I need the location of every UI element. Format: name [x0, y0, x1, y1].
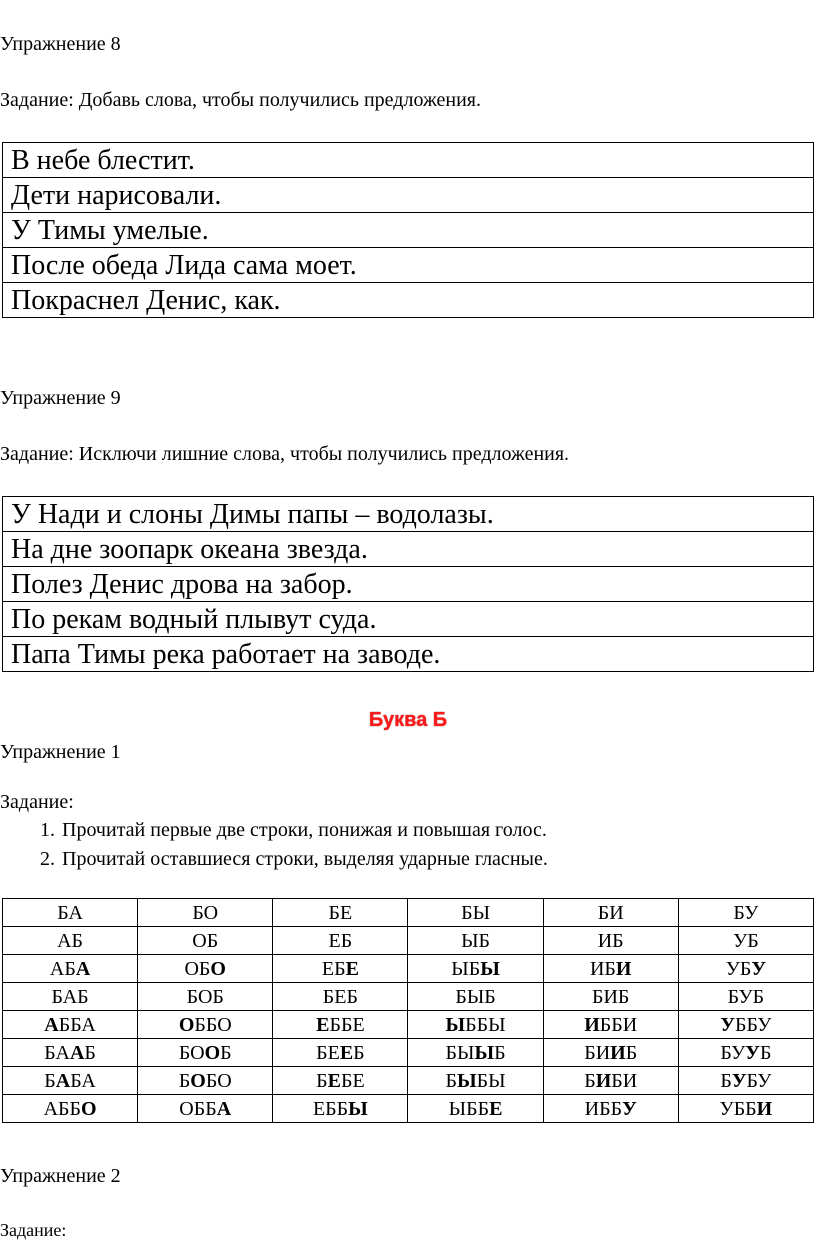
ex1-title: Упражнение 1 [0, 741, 121, 763]
sentence-cell: У Нади и слоны Димы папы – водолазы. [3, 497, 814, 532]
syllable-cell: УБУ [678, 955, 813, 983]
syllable-cell: ИББУ [543, 1095, 678, 1123]
stressed-vowel: И [595, 1069, 612, 1092]
stressed-vowel: Е [327, 1069, 341, 1092]
stressed-vowel: О [178, 1013, 195, 1036]
stressed-vowel: О [210, 957, 226, 980]
stressed-vowel: Е [316, 1013, 330, 1036]
table-row [3, 1039, 814, 1067]
syllable-cell: ЫББЫ [408, 1011, 543, 1039]
ex8-title: Упражнение 8 [0, 33, 121, 55]
syllable-cell: АББО [3, 1095, 138, 1123]
syllable-cell: ОББО [138, 1011, 273, 1039]
stressed-vowel: А [75, 957, 91, 980]
table-row [3, 497, 814, 532]
ex9-title: Упражнение 9 [0, 387, 121, 409]
ex1-steps [0, 816, 548, 874]
syllable-cell: БОБО [138, 1067, 273, 1095]
sentence-cell: По рекам водный плывут суда. [3, 602, 814, 637]
table-row [3, 955, 814, 983]
stressed-vowel: И [756, 1097, 773, 1120]
ex8-sentence-table [2, 142, 814, 318]
stressed-vowel: Ы [445, 1013, 466, 1036]
syllable-cell: АББА [3, 1011, 138, 1039]
syllable-cell: БА [3, 899, 138, 927]
syllable-cell: БАБ [3, 983, 138, 1011]
syllable-cell: ЫБЫ [408, 955, 543, 983]
syllable-cell: АБА [3, 955, 138, 983]
syllable-cell: БЫБЫ [408, 1067, 543, 1095]
table-row [3, 532, 814, 567]
table-row [3, 1067, 814, 1095]
syllable-cell: УБ [678, 927, 813, 955]
table-row [3, 927, 814, 955]
list-item: 1. Прочитай первые две строки, понижая и повышая голос. [60, 816, 548, 845]
stressed-vowel: О [204, 1041, 221, 1064]
syllable-cell: БИИБ [543, 1039, 678, 1067]
stressed-vowel: А [44, 1013, 59, 1036]
syllable-cell: БЕБЕ [273, 1067, 408, 1095]
syllable-cell: ЕБ [273, 927, 408, 955]
syllable-cell: ЫББЕ [408, 1095, 543, 1123]
table-row [3, 637, 814, 672]
stressed-vowel: Ы [480, 957, 500, 980]
sentence-cell: Покраснел Денис, как. [3, 283, 814, 318]
table-row [3, 1095, 814, 1123]
syllable-cell: БЫ [408, 899, 543, 927]
table-row [3, 899, 814, 927]
stressed-vowel: И [615, 957, 632, 980]
stressed-vowel: У [720, 1013, 736, 1036]
syllable-cell: БАБА [3, 1067, 138, 1095]
syllable-cell: БААБ [3, 1039, 138, 1067]
syllable-cell: БЫЫБ [408, 1039, 543, 1067]
stressed-vowel: И [584, 1013, 600, 1036]
syllable-cell: БИБИ [543, 1067, 678, 1095]
table-row [3, 983, 814, 1011]
stressed-vowel: А [55, 1069, 71, 1092]
stressed-vowel: У [622, 1097, 637, 1120]
stressed-vowel: Ы [348, 1097, 368, 1120]
syllable-cell: БЕ [273, 899, 408, 927]
syllable-cell: БИБ [543, 983, 678, 1011]
syllable-cell: ИБИ [543, 955, 678, 983]
syllable-cell: БИ [543, 899, 678, 927]
ex1-task: Задание: [0, 791, 74, 813]
syllable-cell: АБ [3, 927, 138, 955]
ex9-sentence-table [2, 496, 814, 672]
ex8-task: Задание: Добавь слова, чтобы получились предложения. [0, 89, 481, 111]
stressed-vowel: Ы [457, 1069, 477, 1092]
syllable-cell: БООБ [138, 1039, 273, 1067]
stressed-vowel: Ы [474, 1041, 495, 1064]
stressed-vowel: У [751, 957, 767, 980]
table-row [3, 602, 814, 637]
syllable-cell: ОБ [138, 927, 273, 955]
syllable-cell: БУ [678, 899, 813, 927]
table-row [3, 283, 814, 318]
table-row [3, 567, 814, 602]
list-item: 2. Прочитай оставшиеся строки, выделяя ударные гласные. [60, 845, 548, 874]
syllable-cell: БУУБ [678, 1039, 813, 1067]
syllable-cell: ИБ [543, 927, 678, 955]
syllable-cell: БОБ [138, 983, 273, 1011]
syllable-cell: УББУ [678, 1011, 813, 1039]
ex2-task: Задание: [0, 1220, 67, 1240]
syllable-cell: ИББИ [543, 1011, 678, 1039]
sentence-cell: Полез Денис дрова на забор. [3, 567, 814, 602]
stressed-vowel: Е [339, 1041, 354, 1064]
sentence-cell: Дети нарисовали. [3, 178, 814, 213]
stressed-vowel: Е [345, 957, 359, 980]
syllable-table [2, 898, 814, 1123]
stressed-vowel: У [731, 1069, 747, 1092]
syllable-cell: УББИ [678, 1095, 813, 1123]
syllable-cell: ЫБ [408, 927, 543, 955]
stressed-vowel: У [745, 1041, 760, 1064]
syllable-cell: ЕББЫ [273, 1095, 408, 1123]
syllable-cell: БУБУ [678, 1067, 813, 1095]
syllable-cell: ОББА [138, 1095, 273, 1123]
table-row [3, 248, 814, 283]
sentence-cell: На дне зоопарк океана звезда. [3, 532, 814, 567]
stressed-vowel: А [216, 1097, 232, 1120]
ex9-task: Задание: Исключи лишние слова, чтобы получились предложения. [0, 443, 570, 465]
table-row [3, 1011, 814, 1039]
syllable-cell: БО [138, 899, 273, 927]
syllable-cell: ЕББЕ [273, 1011, 408, 1039]
table-row [3, 178, 814, 213]
table-row [3, 213, 814, 248]
sentence-cell: Папа Тимы река работает на заводе. [3, 637, 814, 672]
sentence-cell: В небе блестит. [3, 143, 814, 178]
table-row [3, 143, 814, 178]
syllable-cell: БУБ [678, 983, 813, 1011]
syllable-cell: БЫБ [408, 983, 543, 1011]
section-heading: Буква Б [368, 709, 448, 731]
stressed-vowel: О [81, 1097, 97, 1120]
stressed-vowel: А [69, 1041, 85, 1064]
stressed-vowel: О [190, 1069, 206, 1092]
syllable-cell: ЕБЕ [273, 955, 408, 983]
sentence-cell: После обеда Лида сама моет. [3, 248, 814, 283]
stressed-vowel: Е [489, 1097, 503, 1120]
syllable-cell: ОБО [138, 955, 273, 983]
syllable-cell: БЕЕБ [273, 1039, 408, 1067]
ex2-title: Упражнение 2 [0, 1165, 121, 1187]
stressed-vowel: И [610, 1041, 626, 1064]
syllable-cell: БЕБ [273, 983, 408, 1011]
sentence-cell: У Тимы умелые. [3, 213, 814, 248]
